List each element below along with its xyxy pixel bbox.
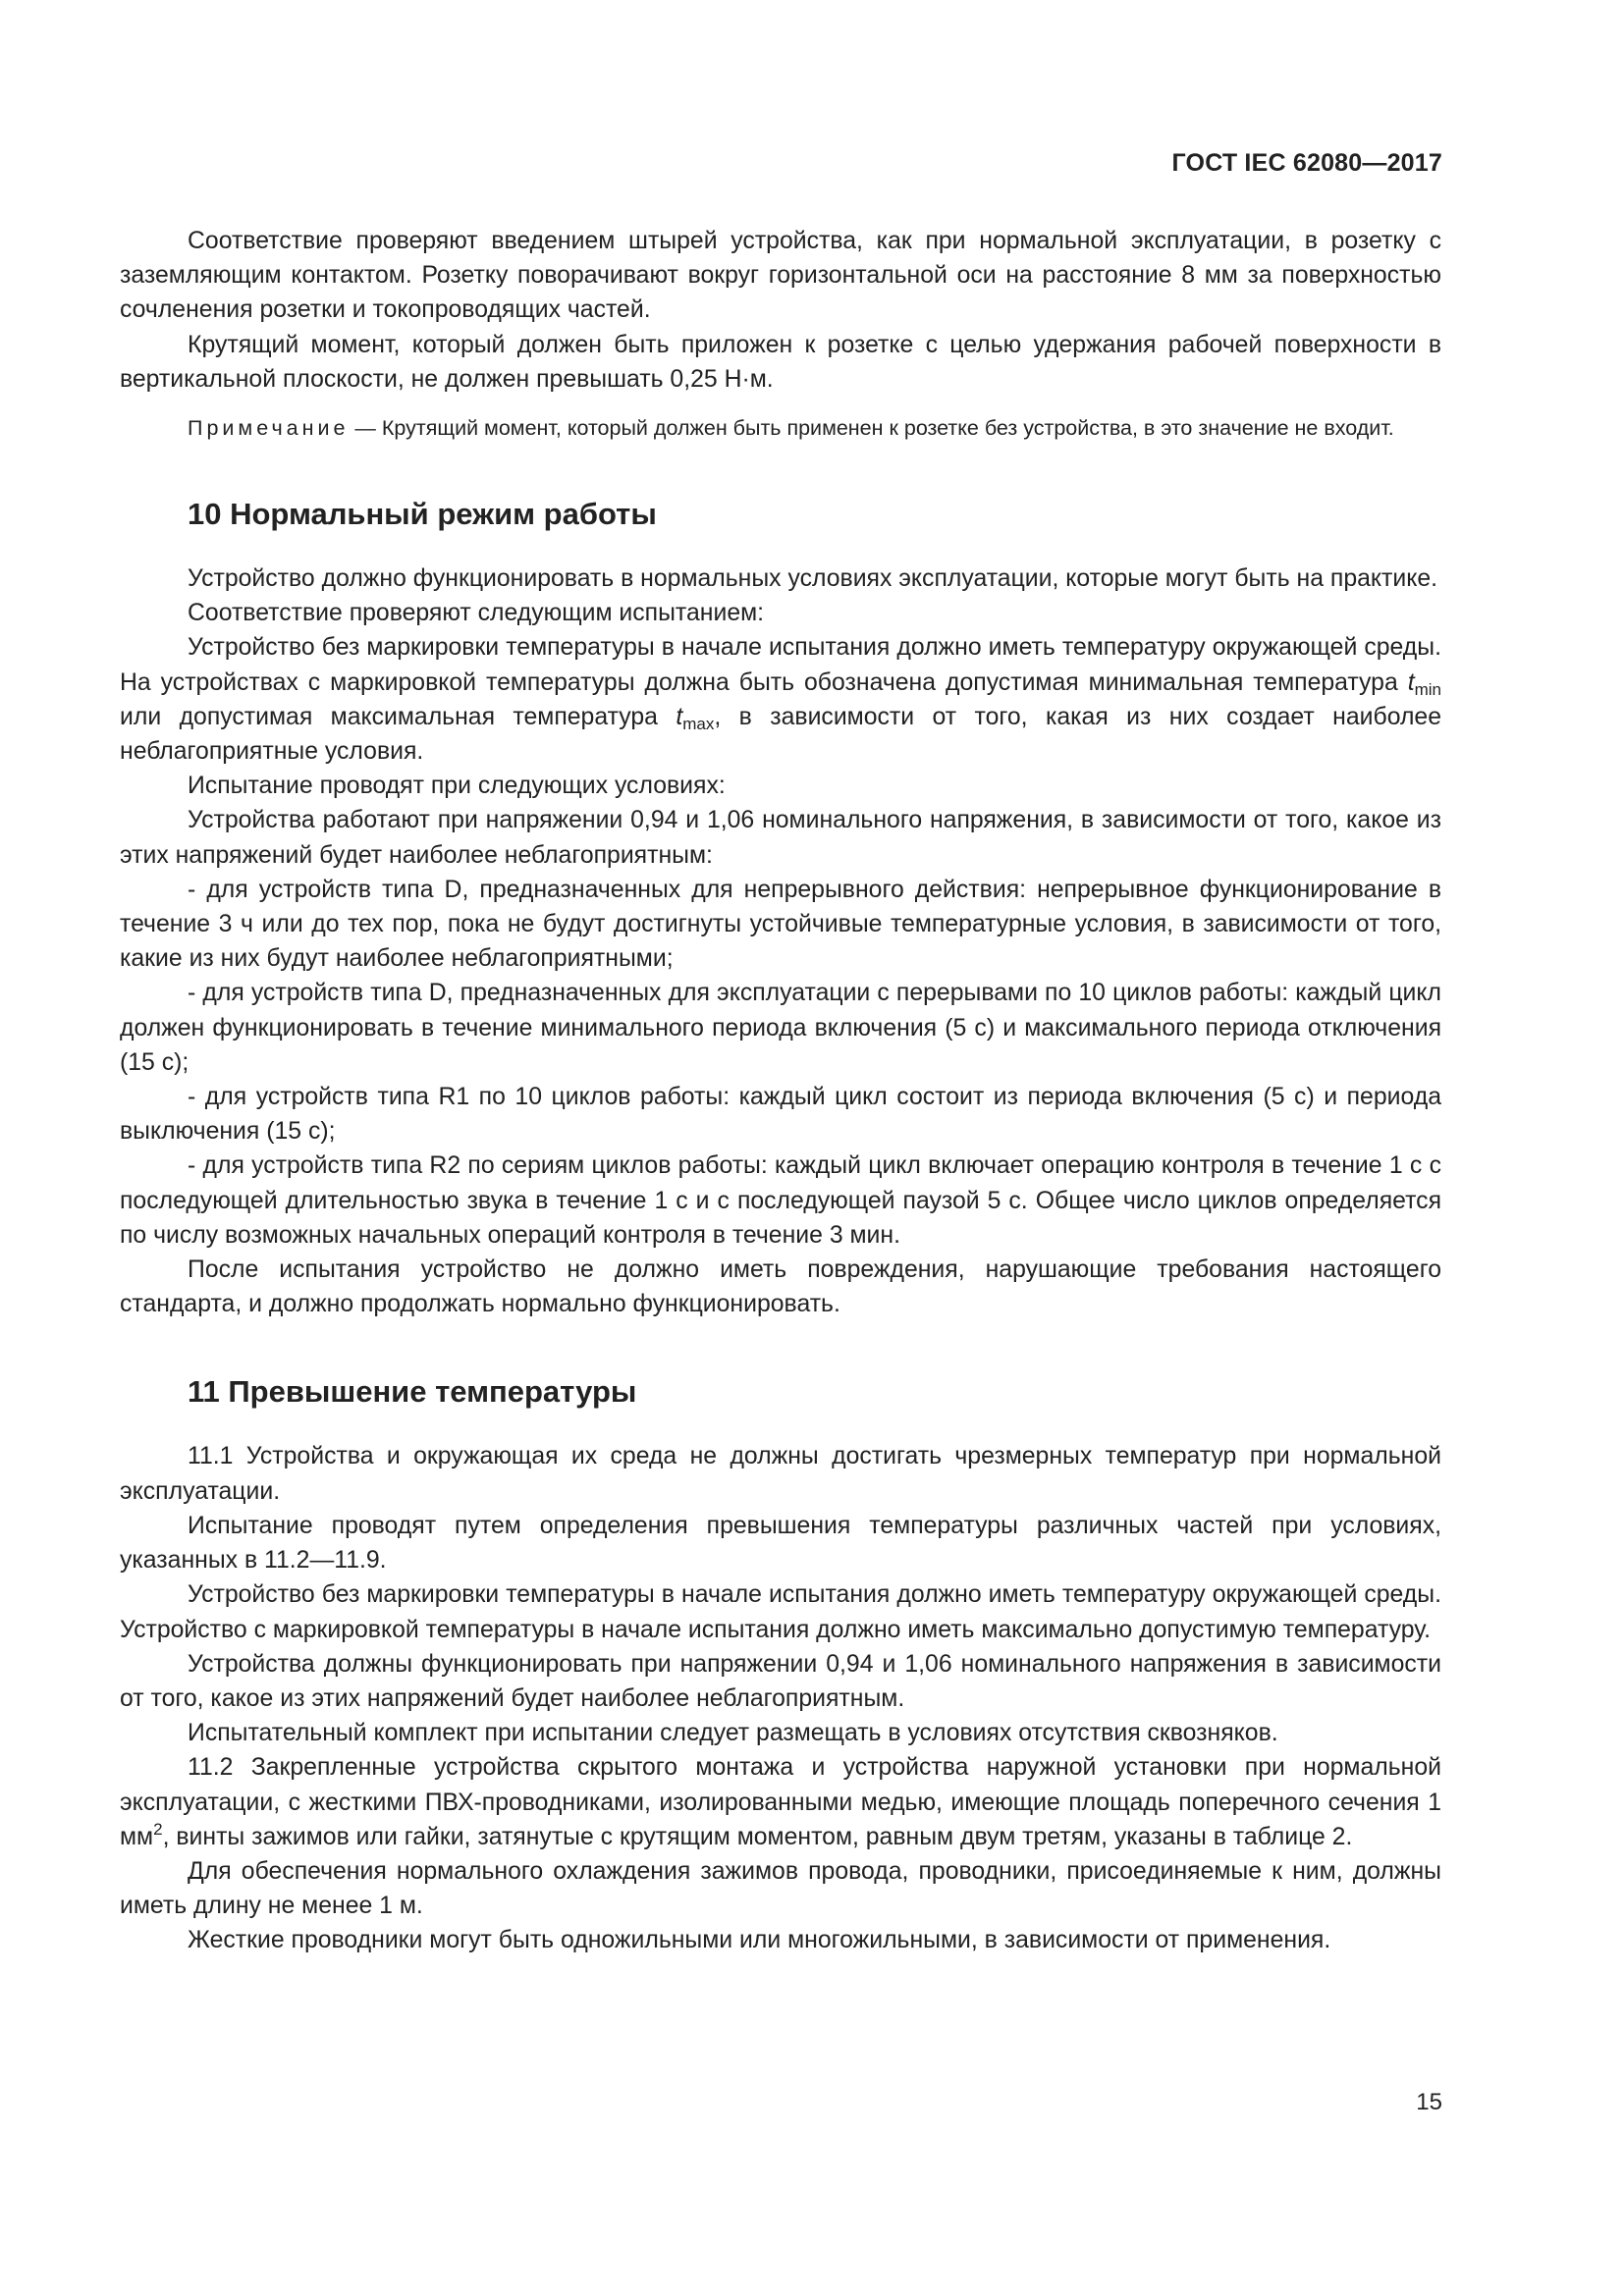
section-10-list-item: - для устройств типа R2 по сериям циклов работы: каждый цикл включает операцию контроля в течение 1 с с последующей длительностью звука в течение 1 с и с последующей паузой 5 с. Общее число циклов определяется по числу возможных начальных операций контроля в течение 3 мин. bbox=[120, 1152, 1441, 1249]
section-10-list-item: - для устройств типа D, предназначенных для непрерывного действия: непрерывное функционирование в течение 3 ч или до тех пор, пока не будут достигнуты устойчивые температурные условия, в зависимости от того, какие из них будут наиболее неблагоприятными; bbox=[120, 876, 1441, 973]
section-11-paragraph: Испытательный комплект при испытании следует размещать в условиях отсутствия сквозняков. bbox=[188, 1720, 1278, 1747]
squared-superscript: 2 bbox=[153, 1819, 163, 1839]
t-min-subscript: min bbox=[1414, 679, 1441, 699]
section-11-paragraph: 11.1 Устройства и окружающая их среда не должны достигать чрезмерных температур при нормальной эксплуатации. bbox=[120, 1443, 1441, 1505]
note-label: Примечание bbox=[188, 416, 350, 441]
section-10-paragraph: Устройства работают при напряжении 0,94 и 1,06 номинального напряжения, в зависимости от того, какое из этих напряжений будет наиболее неблагоприятным: bbox=[120, 807, 1441, 869]
t-max-subscript: max bbox=[682, 714, 715, 733]
section-10-paragraph: Устройство должно функционировать в нормальных условиях эксплуатации, которые могут быть на практике. bbox=[188, 565, 1438, 593]
section-11-paragraph: Устройство без маркировки температуры в начале испытания должно иметь температуру окружающей среды. Устройство с маркировкой температуры в начале испытания должно иметь максимально допустимую температуру. bbox=[120, 1581, 1441, 1643]
section-11-paragraph: Для обеспечения нормального охлаждения зажимов провода, проводники, присоединяемые к ним, должны иметь длину не менее 1 м. bbox=[120, 1857, 1441, 1920]
section-11-heading: 11 Превышение температуры bbox=[188, 1374, 637, 1410]
t-variable: t bbox=[1407, 668, 1415, 696]
section-11-paragraph: Жесткие проводники могут быть одножильными или многожильными, в зависимости от применения. bbox=[188, 1927, 1331, 1954]
t-variable: t bbox=[676, 703, 683, 730]
page-number: 15 bbox=[1416, 2089, 1442, 2115]
section-10-paragraph: Соответствие проверяют следующим испытанием: bbox=[188, 600, 765, 627]
section-10-list-item: - для устройств типа D, предназначенных для эксплуатации с перерывами по 10 циклов работы: каждый цикл должен функционировать в течение минимального периода включения (5 с) и максимального периода отключения (15 с); bbox=[120, 980, 1441, 1076]
section-10-heading: 10 Нормальный режим работы bbox=[188, 497, 657, 532]
section-11-paragraph: Испытание проводят путем определения превышения температуры различных частей при условиях, указанных в 11.2—11.9. bbox=[120, 1512, 1441, 1575]
section-11-paragraph: Устройства должны функционировать при напряжении 0,94 и 1,06 номинального напряжения в зависимости от того, какое из этих напряжений будет наиболее неблагоприятным. bbox=[120, 1650, 1441, 1712]
section-11-paragraph-cross-section: 11.2 Закрепленные устройства скрытого монтажа и устройства наружной установки при нормальной эксплуатации, с жесткими ПВХ-проводниками, изолированными медью, имеющие площадь поперечного сечения 1 $мм^2$, винты зажимов или гайки, затянутые с крутящим моментом, равным двум третям, указаны в таблице 2. bbox=[120, 1754, 1441, 1850]
page-content bbox=[120, 224, 1441, 1958]
section-10-paragraph-temperature: Устройство без маркировки температуры в начале испытания должно иметь температуру окружающей среды. На устройствах с маркировкой температуры должна быть обозначена допустимая минимальная температура $t_{min}$ или допустимая максимальная температура $t_{max}$, в зависимости от того, какая из них создает наиболее неблагоприятные условия. bbox=[120, 634, 1441, 766]
document-header: ГОСТ IEC 62080—2017 bbox=[1171, 149, 1442, 177]
section-10-paragraph: После испытания устройство не должно иметь повреждения, нарушающие требования настоящего стандарта, и должно продолжать нормально функционировать. bbox=[120, 1256, 1441, 1318]
note-text: — Крутящий момент, который должен быть применен к розетке без устройства, в это значение не входит. bbox=[349, 416, 1394, 441]
section-10-list-item: - для устройств типа R1 по 10 циклов работы: каждый цикл состоит из периода включения (5 с) и периода выключения (15 с); bbox=[120, 1084, 1441, 1146]
intro-paragraph: Соответствие проверяют введением штырей устройства, как при нормальной эксплуатации, в розетку с заземляющим контактом. Розетку поворачивают вокруг горизонтальной оси на расстояние 8 мм за поверхностью сочленения розетки и токопроводящих частей. bbox=[120, 228, 1441, 324]
intro-paragraph: Крутящий момент, который должен быть приложен к розетке с целью удержания рабочей поверхности в вертикальной плоскости, не должен превышать 0,25 Н·м. bbox=[120, 331, 1441, 393]
section-10-paragraph: Испытание проводят при следующих условиях: bbox=[188, 773, 726, 800]
note bbox=[120, 412, 1441, 444]
